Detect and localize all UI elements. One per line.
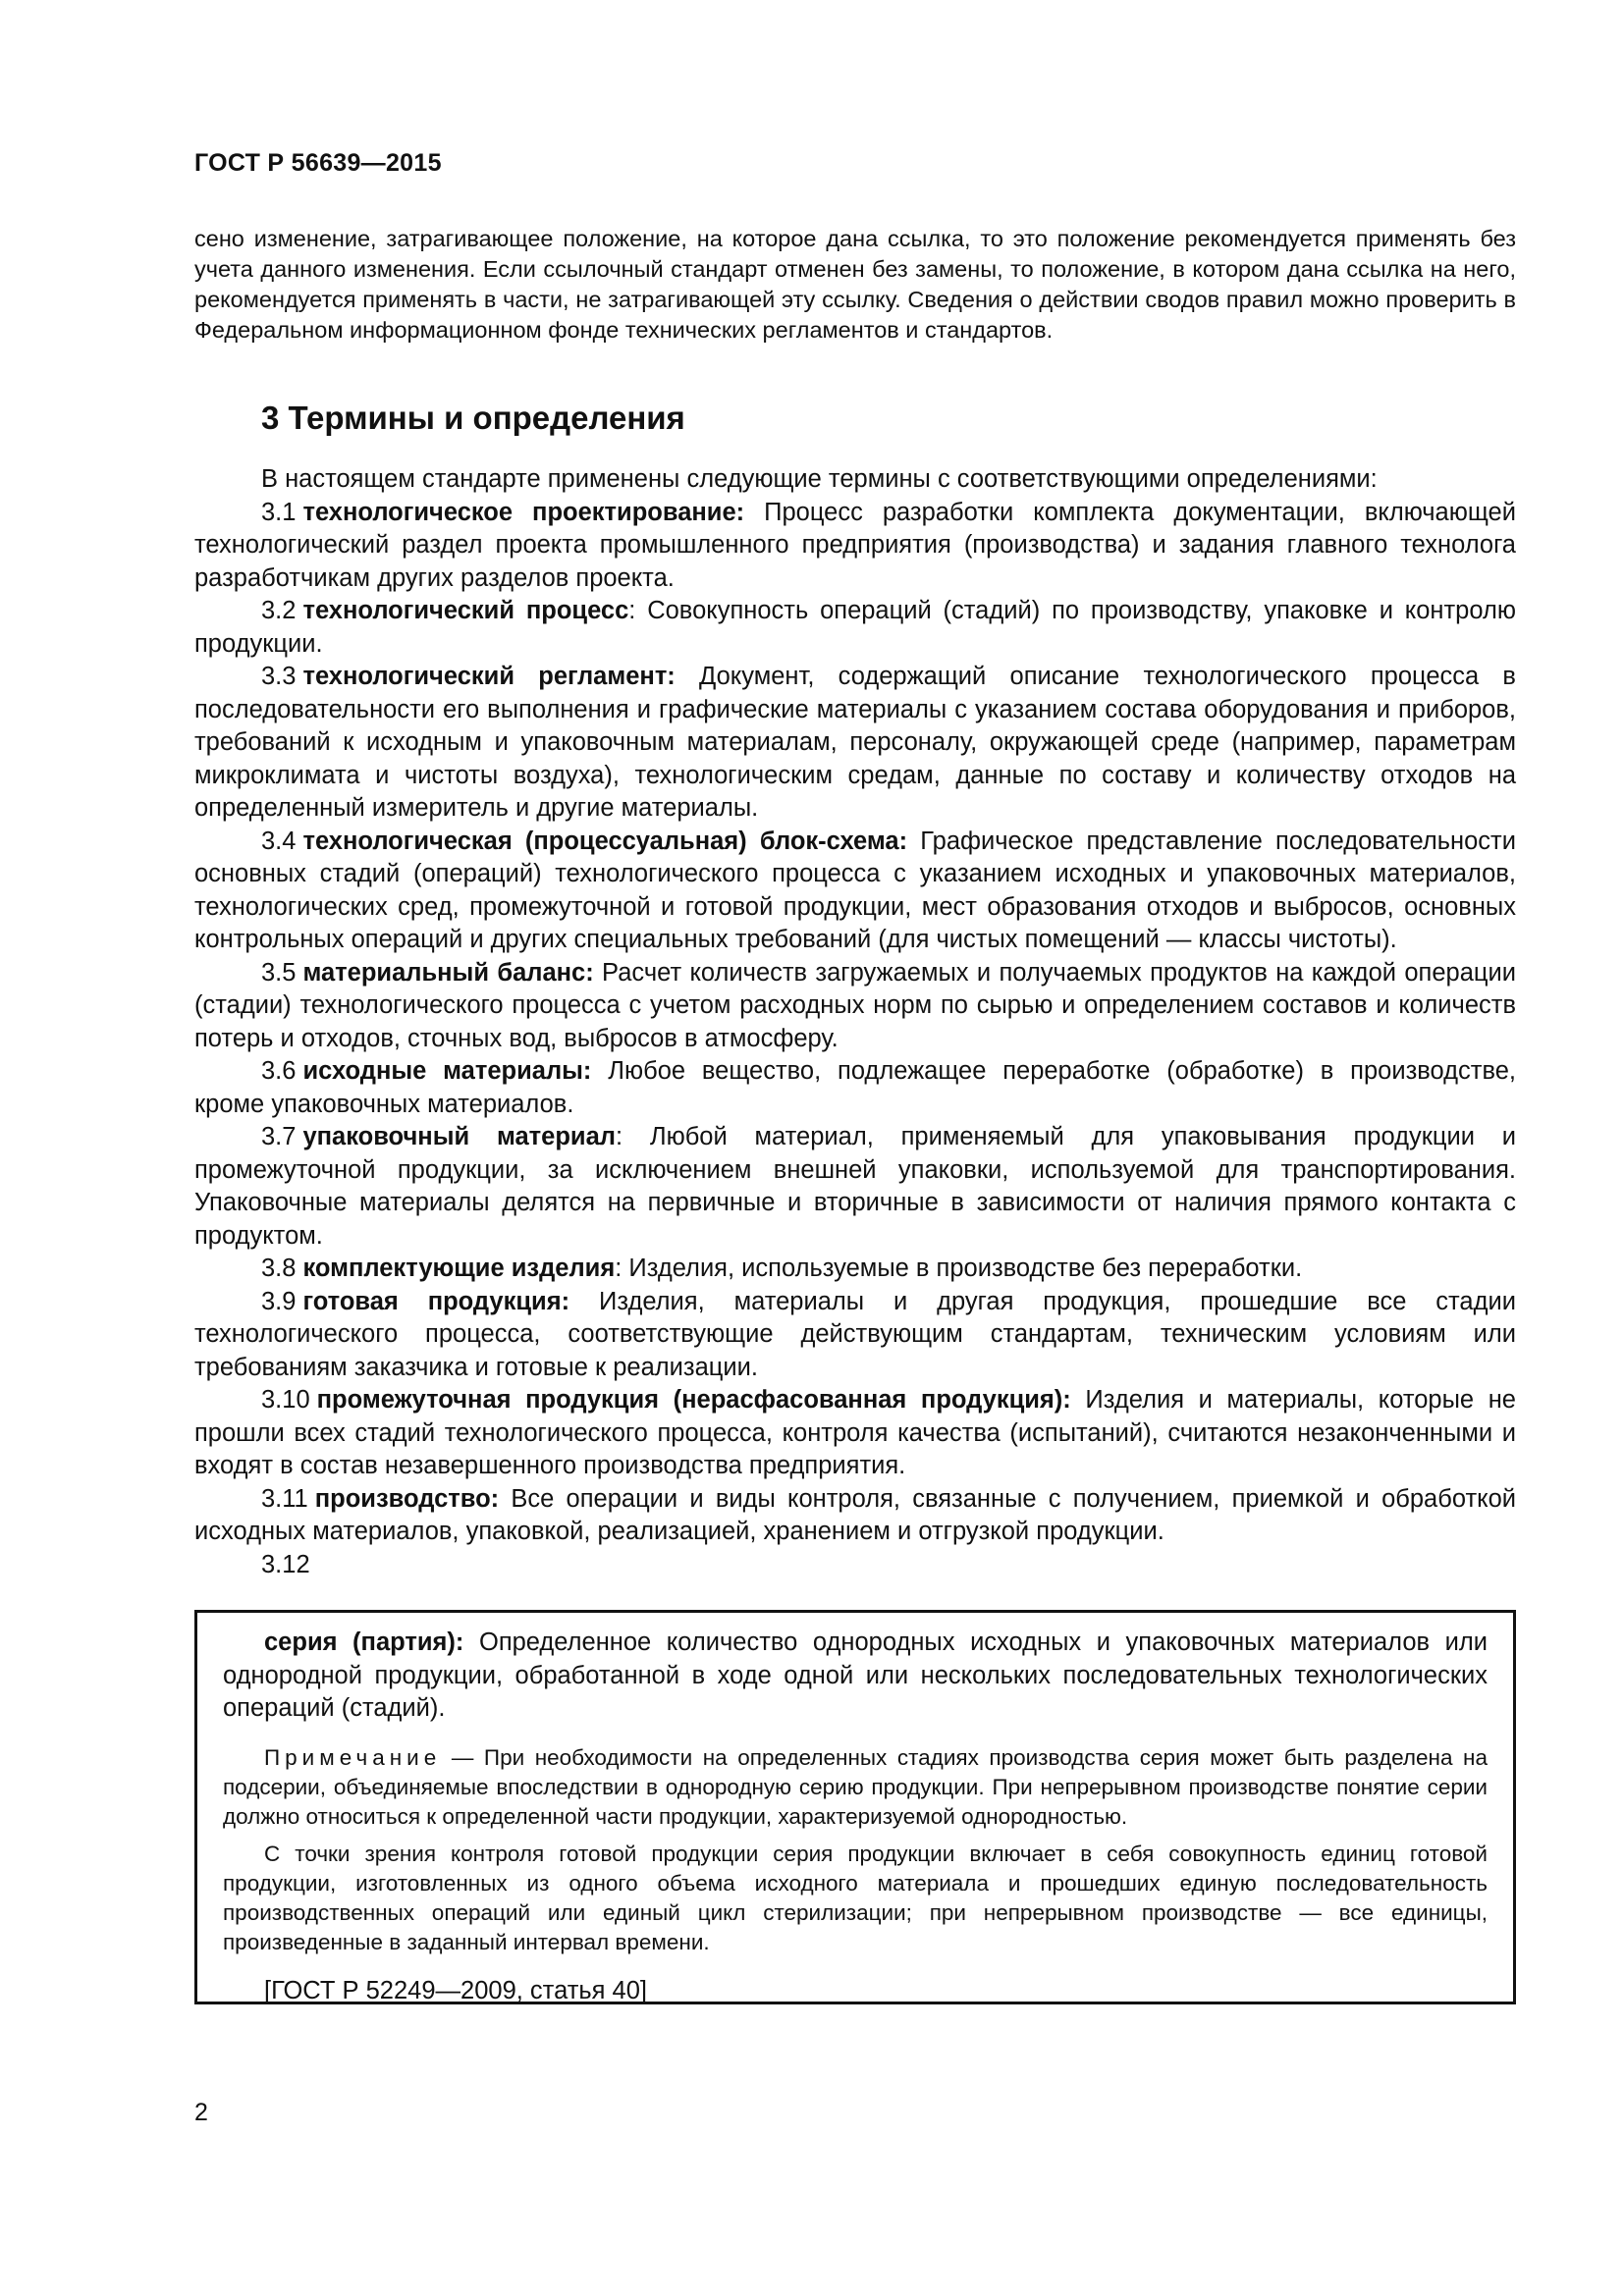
term-title: комплектующие изделия [302,1255,616,1282]
term-title: технологическая (процессуальная) блок-схема: [302,827,908,855]
term-number: 3.11 [261,1484,308,1513]
term-definition: Любое вещество, подлежащее переработке (обработке) в производстве, кроме упаковочных материалов. [194,1057,1516,1118]
term-title: технологический процесс [302,597,629,624]
term-title: упаковочный материал [302,1123,616,1150]
box-term-definition: Определенное количество однородных исходных и упаковочных материалов или однородной продукции, обработанной в ходе одной или нескольких последовательных технологических операций (стадий). [223,1629,1488,1722]
term-number: 3.4 [261,827,297,855]
term-definition: Графическое представление последовательности основных стадий (операций) технологического процесса с указанием исходных и упаковочных материалов, технологических сред, промежуточной и готовой продукции, мест образования отходов и выбросов, основных контрольных операций и других специальных требований (для чистых помещений — классы чистоты). [194,827,1516,953]
term-number: 3.1 [261,498,297,526]
term-title: материальный баланс: [302,958,594,987]
term-definition: Изделия и материалы, которые не прошли всех стадий технологического процесса, контроля качества (испытаний), считаются незаконченными и входят в состав незавершенного производства предприятия. [194,1386,1516,1479]
box-definition [223,1627,1488,1726]
intro-paragraph: сено изменение, затрагивающее положение, на которое дана ссылка, то это положение рекомендуется применять без учета данного изменения. Если ссылочный стандарт отменен без замены, то положение, в котором дана ссылка на него, рекомендуется применять в части, не затрагивающей эту ссылку. Сведения о действии сводов правил можно проверить в Федеральном информационном фонде технических регламентов и стандартов. [194,226,1516,343]
term-title: промежуточная продукция (нерасфасованная продукция): [316,1386,1071,1414]
term-definition: Документ, содержащий описание технологического процесса в последовательности его выполнения и графические материалы с указанием состава оборудования и приборов, требований к исходным и упаковочным материалам, персоналу, окружающей среде (например, параметрам микроклимата и чистоты воздуха), технологическим средам, данные по составу и количеству отходов на определенный измеритель и другие материалы. [194,663,1516,822]
term-3-1 [194,497,1516,596]
section-lead: В настоящем стандарте применены следующие термины с соответствующими определениями: [261,465,1378,493]
term-title: исходные материалы: [302,1057,592,1085]
term-definition: Расчет количеств загружаемых и получаемых продуктов на каждой операции (стадии) технологического процесса с учетом расходных норм по сырью и определением составов и количеств потерь и отходов, сточных вод, выбросов в атмосферу. [194,958,1516,1052]
term-number: 3.5 [261,958,297,987]
term-title: технологический регламент: [302,663,676,690]
note-text: — При необходимости на определенных стадиях производства серия может быть разделена на подсерии, объединяемые впоследствии в однородную серию продукции. При непрерывном производстве понятие серии должно относиться к определенной части продукции, характеризуемой однородностью. [223,1744,1488,1829]
term-definition: Процесс разработки комплекта документации, включающей технологический раздел проекта промышленного предприятия (производства) и задания главного технолога разработчикам других разделов проекта. [194,498,1516,592]
term-3-3 [194,661,1516,826]
document-header: ГОСТ Р 56639—2015 [194,149,442,177]
term-number: 3.6 [261,1057,297,1085]
term-definition: Изделия, материалы и другая продукция, прошедшие все стадии технологического процесса, соответствующие действующим стандартам, техническим условиям или требованиям заказчика и готовые к реализации. [194,1287,1516,1381]
term-title: производство: [314,1484,500,1513]
term-definition: : Любой материал, применяемый для упаковывания продукции и промежуточной продукции, за исключением внешней упаковки, используемой для транспортирования. Упаковочные материалы делятся на первичные и вторичные в зависимости от наличия прямого контакта с продуктом. [194,1123,1516,1250]
term-3-11 [194,1483,1516,1549]
term-number: 3.2 [261,597,297,624]
term-title: технологическое проектирование: [302,498,745,526]
term-3-2 [194,595,1516,661]
term-3-12-number: 3.12 [261,1550,310,1578]
term-number: 3.3 [261,663,297,690]
term-number: 3.10 [261,1386,310,1414]
term-number: 3.7 [261,1123,297,1150]
box-source-reference: [ГОСТ Р 52249—2009, статья 40] [264,1976,647,2004]
term-3-10 [194,1384,1516,1483]
term-number: 3.9 [261,1287,297,1315]
box-note-2: С точки зрения контроля готовой продукции серия продукции включает в себя совокупность единиц готовой продукции, изготовленных из одного объема исходного материала и прошедших единую последовательность производственных операций или единый цикл стерилизации; при непрерывном производстве — все единицы, произведенные в заданный интервал времени. [223,1841,1488,1954]
term-3-6 [194,1055,1516,1121]
term-3-4 [194,826,1516,957]
section-title: 3 Термины и определения [261,400,685,436]
section-body [194,463,1516,1581]
note-label: Примечание [264,1744,442,1770]
box-term: серия (партия): [264,1629,464,1656]
term-3-9 [194,1286,1516,1385]
term-3-7 [194,1121,1516,1253]
definition-box [194,1610,1516,2004]
term-number: 3.8 [261,1255,297,1282]
term-3-5 [194,957,1516,1056]
term-definition: : Изделия, используемые в производстве без переработки. [615,1255,1303,1282]
term-3-8 [194,1253,1516,1286]
term-definition: : Совокупность операций (стадий) по производству, упаковке и контролю продукции. [194,597,1516,658]
page-number: 2 [194,2099,208,2126]
box-note [223,1743,1488,1832]
term-definition: Все операции и виды контроля, связанные с получением, приемкой и обработкой исходных материалов, упаковкой, реализацией, хранением и отгрузкой продукции. [194,1484,1517,1545]
term-title: готовая продукция: [302,1287,570,1315]
